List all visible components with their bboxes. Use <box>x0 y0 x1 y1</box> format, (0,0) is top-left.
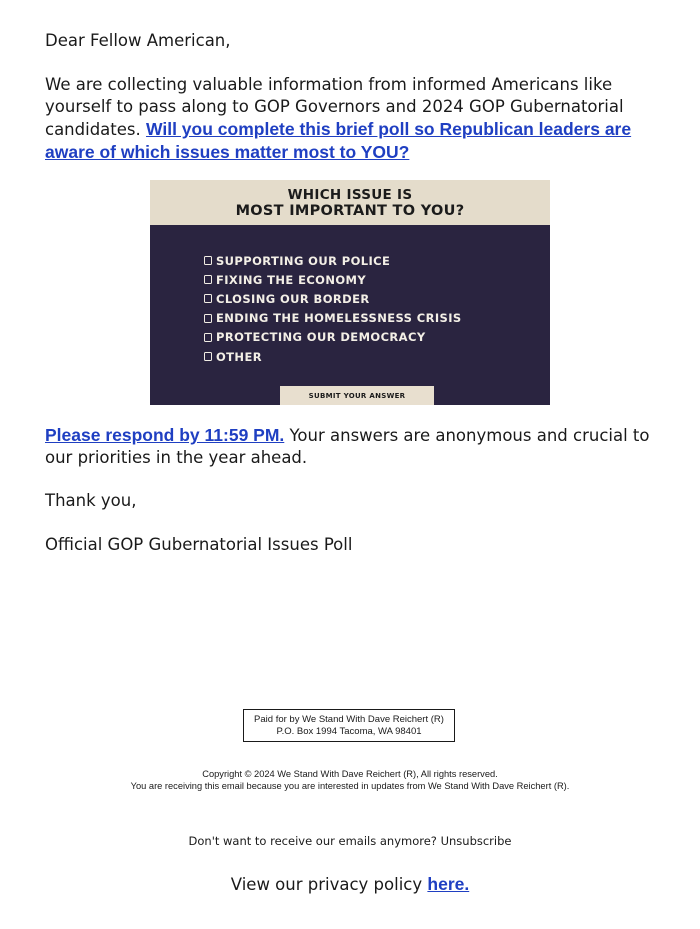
poll-option-label: OTHER <box>216 349 262 364</box>
poll-option <box>204 270 462 289</box>
poll-option-label: ENDING THE HOMELESSNESS CRISIS <box>216 311 462 326</box>
unsubscribe-prompt: Don't want to receive our emails anymore? <box>188 834 437 848</box>
poll-option <box>204 251 462 270</box>
poll-option <box>204 347 462 366</box>
poll-graphic-title-line1: WHICH ISSUE IS <box>287 187 413 203</box>
intro-paragraph <box>45 74 655 164</box>
poll-graphic-header <box>150 180 550 225</box>
unsubscribe-line <box>0 834 700 848</box>
poll-option-label: SUPPORTING OUR POLICE <box>216 253 391 268</box>
poll-option-label: PROTECTING OUR DEMOCRACY <box>216 330 426 345</box>
checkbox-icon <box>204 294 212 303</box>
respond-link[interactable]: Please respond by 11:59 PM. <box>45 425 285 445</box>
paid-for-line2: P.O. Box 1994 Tacoma, WA 98401 <box>276 726 422 737</box>
respond-paragraph <box>45 424 655 469</box>
copyright-block <box>0 769 700 792</box>
checkbox-icon <box>204 333 212 342</box>
signature: Official GOP Gubernatorial Issues Poll <box>45 535 353 554</box>
poll-option <box>204 328 462 347</box>
unsubscribe-link[interactable]: Unsubscribe <box>440 834 512 848</box>
poll-graphic[interactable] <box>150 180 550 405</box>
copyright-text: Copyright © 2024 We Stand With Dave Reichert (R), All rights reserved. <box>202 769 498 779</box>
poll-submit-graphic: SUBMIT YOUR ANSWER <box>280 386 434 405</box>
checkbox-icon <box>204 256 212 265</box>
poll-graphic-title-line2: MOST IMPORTANT TO YOU? <box>235 203 465 219</box>
privacy-line <box>0 874 700 895</box>
poll-options-list <box>204 251 462 366</box>
checkbox-icon <box>204 275 212 284</box>
intro-text: We are collecting valuable information from informed Americans like yourself to pass along to GOP Governors and 2024 GOP Gubernatorial candidates. <box>45 75 624 139</box>
poll-option-label: CLOSING OUR BORDER <box>216 291 370 306</box>
closing: Thank you, <box>45 491 137 510</box>
receiving-notice: You are receiving this email because you are interested in updates from We Stand With Dave Reichert (R). <box>130 780 570 791</box>
privacy-text: View our privacy policy <box>230 875 423 894</box>
poll-option <box>204 289 462 308</box>
paid-for-line1: Paid for by We Stand With Dave Reichert (R) <box>254 714 444 725</box>
email-body <box>45 30 655 164</box>
paid-for-disclaimer <box>243 709 455 742</box>
privacy-link[interactable]: here. <box>427 874 470 894</box>
poll-option <box>204 309 462 328</box>
greeting: Dear Fellow American, <box>45 31 231 50</box>
checkbox-icon <box>204 314 212 323</box>
checkbox-icon <box>204 352 212 361</box>
poll-link[interactable]: Will you complete this brief poll so Republican leaders are aware of which issues matter most to YOU? <box>45 119 632 162</box>
poll-option-label: FIXING THE ECONOMY <box>216 272 367 287</box>
respond-text: Your answers are anonymous and crucial to our priorities in the year ahead. <box>45 426 650 467</box>
